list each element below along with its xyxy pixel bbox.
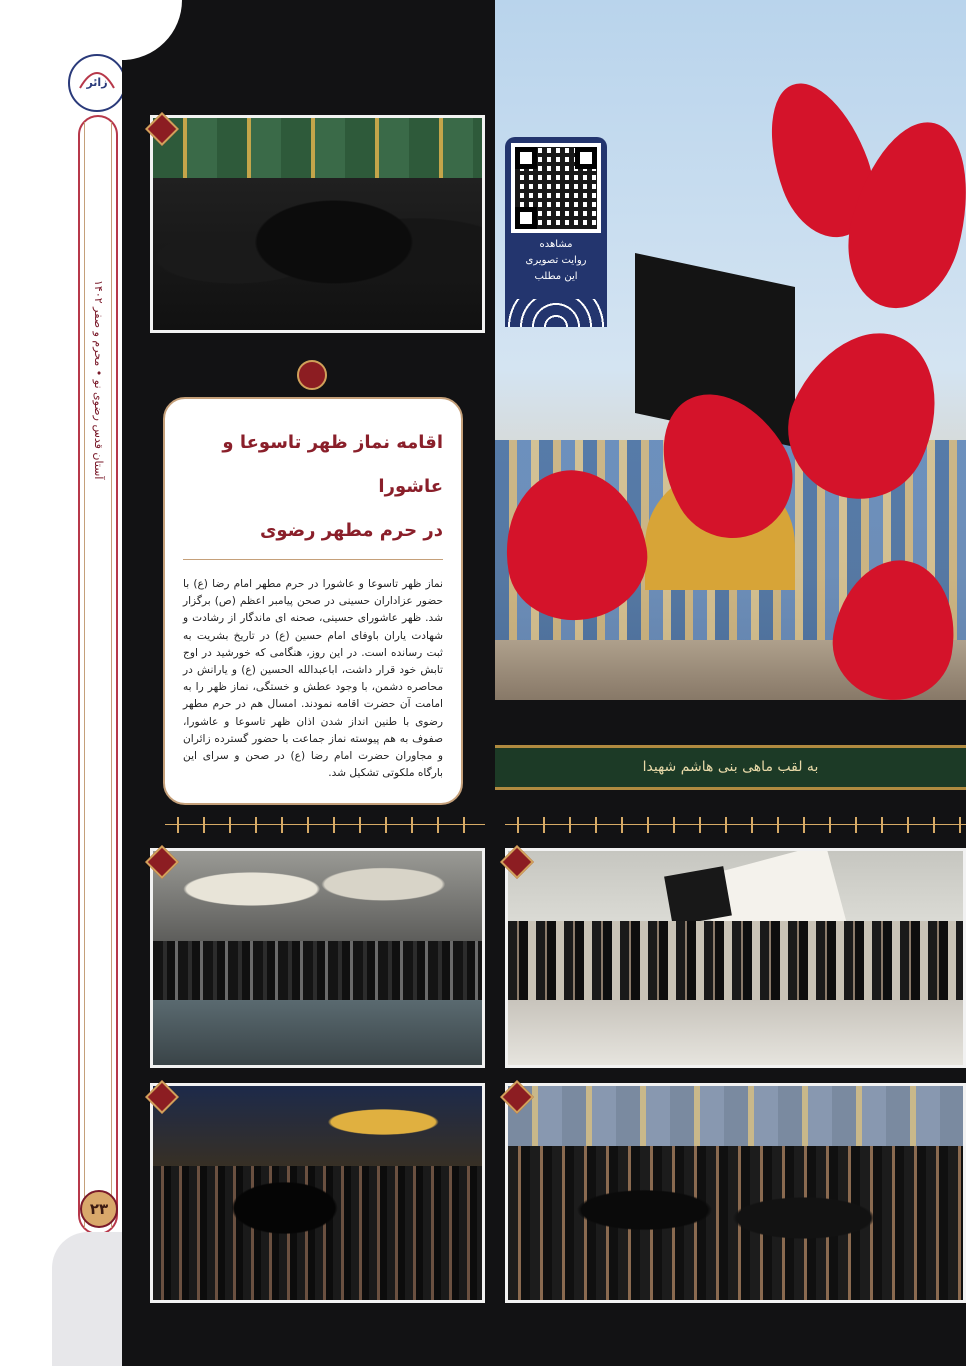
photo-zanjir-mourning — [505, 1083, 966, 1303]
divider-ornament — [165, 817, 485, 833]
photo-prayer-leaders — [150, 115, 485, 333]
qr-code-panel[interactable] — [505, 137, 607, 327]
worshippers — [153, 178, 482, 333]
qr-ornament — [505, 299, 607, 327]
qr-caption-line: این مطلب — [534, 271, 578, 282]
hero-photo — [495, 0, 966, 820]
page-tab — [52, 1232, 125, 1366]
qr-finder-icon — [515, 147, 537, 169]
qr-caption-line: روایت تصویری — [525, 255, 587, 266]
article-title: اقامه نماز ظهر تاسوعا و عاشورا — [222, 432, 443, 497]
article-subtitle: در حرم مطهر رضوی — [183, 509, 443, 560]
photo-courtyard-procession — [505, 848, 966, 1068]
hero-banner — [495, 745, 966, 790]
courtyard-floor — [508, 1000, 963, 1065]
page-number: ۲۳ — [80, 1190, 118, 1228]
card-ornament — [297, 360, 327, 390]
mirrored-ceiling — [153, 851, 482, 946]
qr-caption-line: مشاهده — [539, 239, 573, 250]
hero-banner-text: به لقب ماهی بنی هاشم شهیدا — [642, 759, 819, 775]
qr-finder-icon — [515, 207, 537, 229]
magazine-logo-text: زائر — [86, 76, 108, 89]
illuminated-shrine — [153, 1086, 482, 1176]
article-body: نماز ظهر تاسوعا و عاشورا در حرم مطهر امام رضا (ع) با حضور عزاداران حسینی در صحن پیامبر اعظم (ص) برگزار شد. ظهر عاشورای حسینی، صحنه ای ماندگار از رشادت و شهادت یاران باوفای امام حسین (ع) در تاریخ بشریت به ثبت رسانده است. در این روز، هنگامی که خورشید در اوج تابش خود قرار داشت، اباعبدالله الحسین (ع) و یارانش در محاصره دشمن، با وجود عطش و خستگی، نماز ظهر را به امامت آن حضرت اقامه نمودند. امسال هم در حرم مطهر رضوی با طنین انداز شدن اذان ظهر تاسوعا و عاشورا، صفوف به هم پیوسته نماز جماعت با حضور گسترده زائران و مجاوران حضرت امام رضا (ع) در صحن و سرای این بارگاه ملکوتی تشکیل شد. — [183, 578, 443, 780]
mourners — [508, 921, 963, 1011]
mourners — [508, 1146, 963, 1303]
running-header: آستان قدس رضوی نو • محرم و صفر ۱۴۰۲ — [92, 280, 105, 480]
qr-code[interactable] — [511, 143, 601, 233]
divider-ornament — [505, 817, 966, 833]
qr-caption — [505, 237, 607, 285]
black-flag — [664, 866, 732, 926]
mourners — [153, 1166, 482, 1303]
qr-finder-icon — [575, 147, 597, 169]
photo-night-gathering — [150, 1083, 485, 1303]
carpet — [153, 1000, 482, 1065]
photo-interior-prayer — [150, 848, 485, 1068]
article-card — [163, 397, 463, 805]
